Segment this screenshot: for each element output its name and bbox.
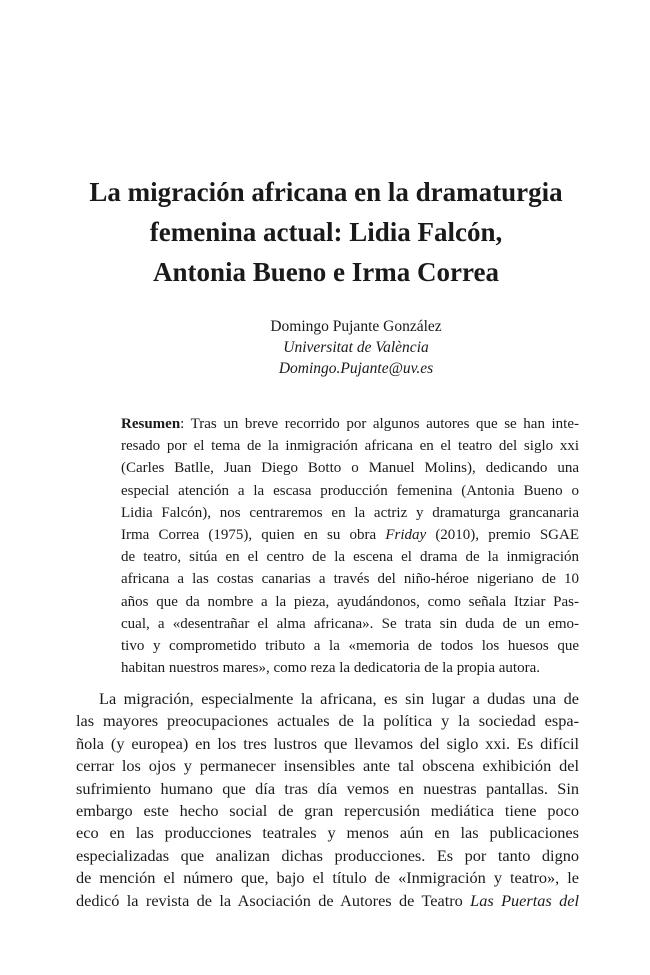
title-line-2: femenina actual: Lidia Falcón,	[149, 217, 503, 247]
abstract-line: especial atención a la escasa producción femenina (Antonia Bueno o	[121, 482, 579, 499]
author-affiliation: Universitat de València	[283, 339, 429, 356]
abstract-line: resado por el tema de la inmigración africana en el teatro del siglo xxi	[121, 438, 579, 455]
author-email[interactable]: Domingo.Pujante@uv.es	[278, 360, 434, 377]
body-paragraph	[76, 688, 579, 912]
body-line: las mayores preocupaciones actuales de la política y la sociedad espa-	[76, 711, 579, 731]
abstract-line: tivo y comprometido tributo a la «memoria de todos los huesos que	[121, 638, 579, 655]
abstract-label: Resumen	[121, 416, 181, 432]
author-name: Domingo Pujante González	[270, 318, 442, 335]
title-line-1: La migración africana en la dramaturgia	[89, 177, 563, 207]
abstract-line: Irma Correa (1975), quien en su obra Friday (2010), premio SGAE	[121, 527, 579, 544]
abstract-line: Lidia Falcón), nos centraremos en la actriz y dramaturga grancanaria	[121, 504, 579, 521]
title-line-3: Antonia Bueno e Irma Correa	[153, 257, 499, 287]
body-line: ñola (y europea) en los tres lustros que llevamos del siglo xxi. Es difícil	[76, 733, 579, 753]
abstract-line: africana a las costas canarias a través del niño-héroe nigeriano de 10	[121, 571, 579, 588]
body-line: embargo este hecho social de gran repercusión mediática tiene poco	[76, 801, 579, 821]
abstract-line: Resumen: Tras un breve recorrido por algunos autores que se han inte-	[121, 416, 579, 432]
body-line: La migración, especialmente la africana, es sin lugar a dudas una de	[99, 689, 579, 708]
author-block	[150, 316, 562, 379]
work-title-friday: Friday	[385, 527, 427, 544]
body-line: de mención el número que, bajo el título de «Inmigración y teatro», le	[76, 868, 579, 888]
abstract-line: (Carles Batlle, Juan Diego Botto o Manuel Molins), dedicando una	[121, 460, 579, 477]
body-line: eco en las producciones teatrales y menos aún en las publicaciones	[76, 823, 579, 843]
journal-title: Las Puertas del	[470, 890, 579, 910]
article-title	[70, 172, 582, 292]
body-line: cerrar los ojos y permanecer insensibles ante tal obscena exhibición del	[76, 756, 579, 776]
body-line: dedicó la revista de la Asociación de Autores de Teatro Las Puertas del	[76, 890, 579, 910]
abstract-line: cual, a «desentrañar el alma africana». Se trata sin duda de un emo-	[121, 615, 579, 632]
body-line: especializadas que analizan dichas producciones. Es por tanto digno	[76, 845, 579, 865]
body-line: sufrimiento humano que día tras día vemos en nuestras pantallas. Sin	[76, 778, 579, 798]
abstract-line: de teatro, sitúa en el centro de la escena el drama de la inmigración	[121, 549, 579, 566]
abstract-line: años que da nombre a la pieza, ayudándonos, como señala Itziar Pas-	[121, 593, 579, 610]
abstract	[121, 413, 579, 679]
abstract-line: habitan nuestros mares», como reza la dedicatoria de la propia autora.	[121, 660, 540, 677]
